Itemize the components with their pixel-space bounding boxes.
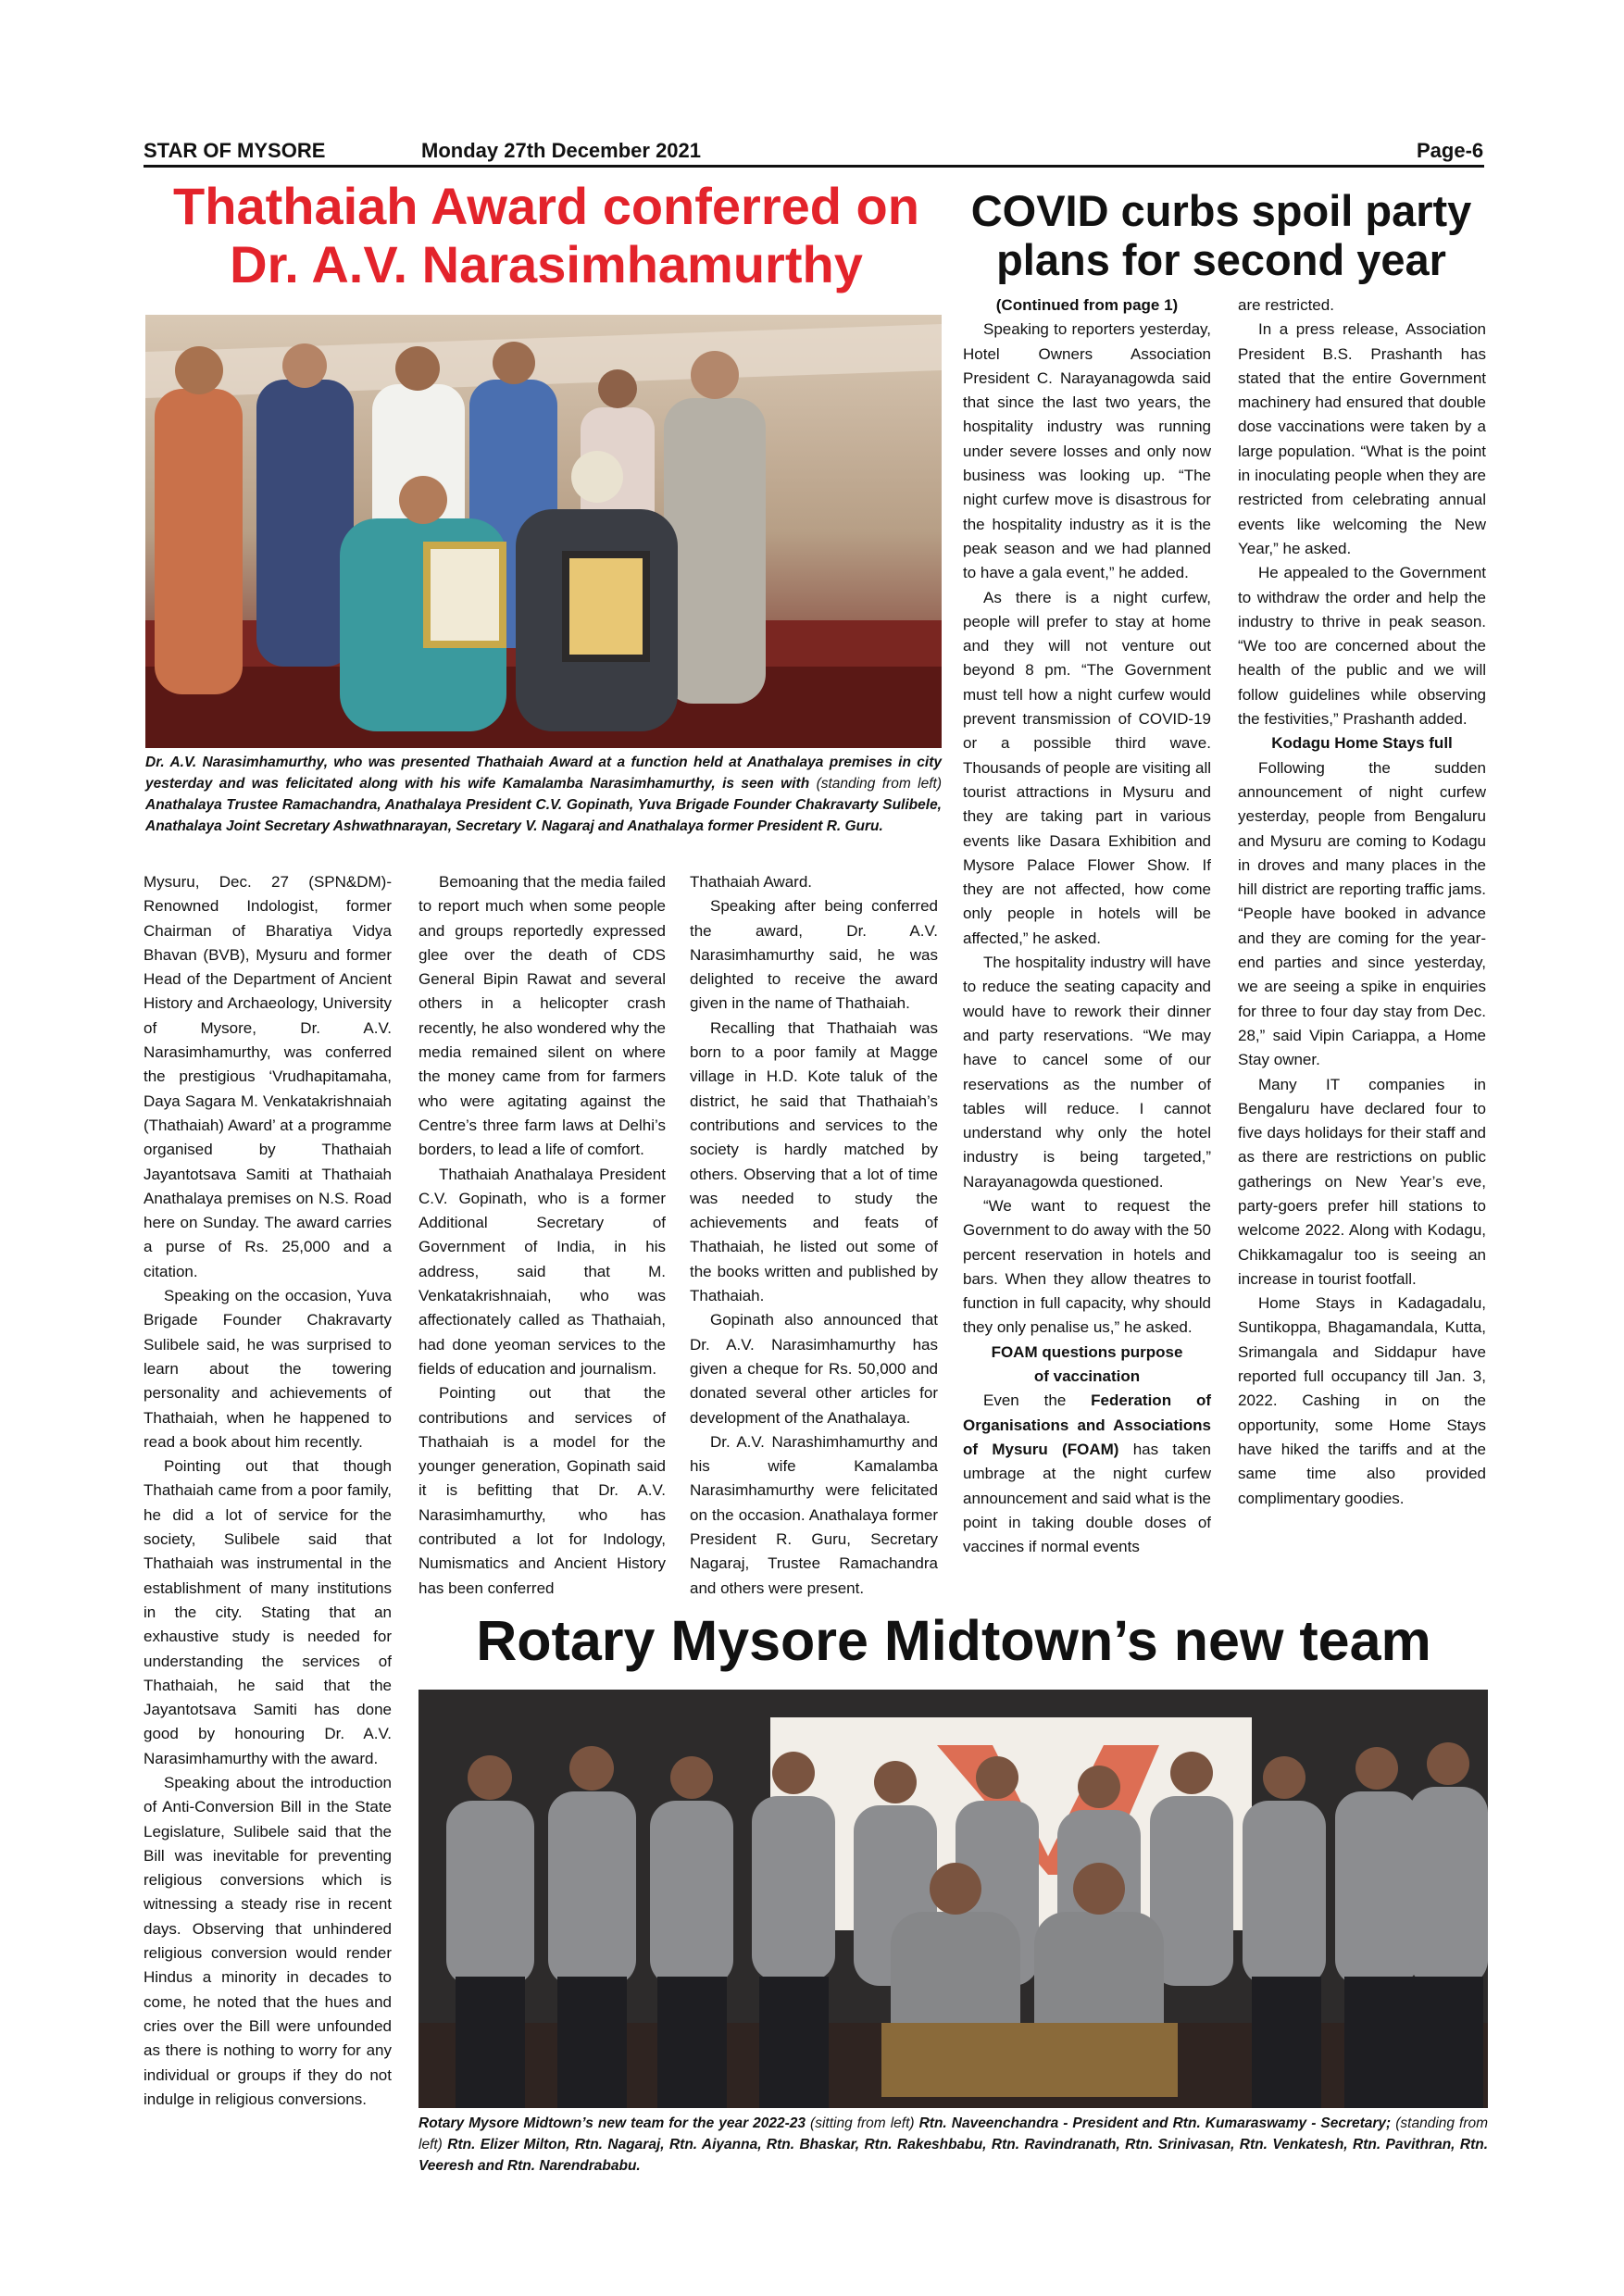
paragraph: The hospitality industry will have to reduce the seating capacity and would have to rework their dinner and party reservations. “We may have to cancel some of our reservations as the number of tables will reduce. I cannot understand why only the hotel industry is being targeted,” Narayanagowda questioned.	[963, 954, 1211, 1191]
paragraph: “We want to request the Government to do away with the 50 percent reservation in hotels and bars. When they allow theatres to function in full capacity, why should they only penalise us,” he asked.	[963, 1196, 1211, 1337]
paragraph: Recalling that Thathaiah was born to a poor family at Magge village in H.D. Kote taluk of the district, he said that Thathaiah’s contributions and services to the society is hardly matched by others. Observing that a lot of time was needed to study the achievements and feats of Thathaiah, he listed out some of the books written and published by Thathaiah.	[690, 1018, 938, 1305]
caption-part1: Dr. A.V. Narasimhamurthy, who was presented Thathaiah Award at a function held at Anathalaya premises in city yesterday and was felicitated along with his wife Kamalamba Narasimhamurthy, is seen with	[145, 755, 942, 792]
rotary-photo-caption	[418, 2113, 1488, 2177]
caption-part3: Anathalaya Trustee Ramachandra, Anathalaya President C.V. Gopinath, Yuva Brigade Founder Chakravarty Sulibele, Anathalaya Joint Secretary Ashwathnarayan, Secretary V. Nagaraj and Anathalaya former President R. Guru.	[145, 797, 942, 834]
award-photo	[145, 315, 942, 748]
story1-headline-line1: Thathaiah Award conferred on	[173, 177, 919, 235]
paragraph: Mysuru, Dec. 27 (SPN&DM)- Renowned Indologist, former Chairman of Bharatiya Vidya Bhavan (BVB), Mysuru and former Head of the Department of Ancient History and Archaeology, University of Mysore, Dr. A.V. Narasimhamurthy, was conferred the prestigious ‘Vrudhapitamaha, Daya Sagara M. Venkatakrishnaiah (Thathaiah) Award’ at a programme organised by Thathaiah Jayantotsava Samiti at Thathaiah Anathalaya premises on N.S. Road here on Sunday. The award carries a purse of Rs. 25,000 and a citation.	[144, 873, 392, 1280]
story1-column-3	[690, 870, 938, 1601]
paragraph: Speaking about the introduction of Anti-Conversion Bill in the State Legislature, Sulibele said that the Bill was inevitable for preventing religious conversions which is witnessing a steady rise in recent days. Observing that unhindered religious conversion would render Hindus a minority in decades to come, he noted that the hues and cries over the Bill were unfounded as there is nothing to worry for any individual or groups if they do not indulge in religious conversions.	[144, 1773, 392, 2108]
paragraph: Many IT companies in Bengaluru have declared four to five days holidays for their staff and as there are restrictions on public gatherings on New Year’s eve, party-goers prefer hill stations to welcome 2022. Along with Kodagu, Chikkamagalur too is seeing an increase in tourist footfall.	[1238, 1075, 1486, 1288]
paragraph: Dr. A.V. Narashimhamurthy and his wife Kamalamba Narasimhamurthy were felicitated on the occasion. Anathalaya former President R. Guru, Secretary Nagaraj, Trustee Ramachandra and others were present.	[690, 1432, 938, 1597]
rotary-caption-part5: Rtn. Elizer Milton, Rtn. Nagaraj, Rtn. Aiyanna, Rtn. Bhaskar, Rtn. Rakeshbabu, Rtn. Ravindranath, Rtn. Srinivasan, Rtn. Venkatesh, Rtn. Pavithran, Rtn. Veeresh and Rtn. Narendrababu.	[418, 2137, 1488, 2174]
story3-headline: Rotary Mysore Midtown’s new team	[476, 1609, 1431, 1672]
paragraph-foam: Even the Federation of Organisations and Associations of Mysuru (FOAM) has taken umbrage at the night curfew announcement and said what is the point in taking double doses of vaccines if normal events	[963, 1391, 1212, 1556]
story1-column-2	[418, 870, 666, 1601]
story2-headline-line1: COVID curbs spoil party	[970, 186, 1472, 235]
issue-date: Monday 27th December 2021	[421, 139, 702, 162]
paragraph: Pointing out that though Thathaiah came from a poor family, he did a lot of service for the society, Sulibele said that Thathaiah was instrumental in the establishment of many institutions in the city. Stating that an exhaustive study is needed for understanding the services of Thathaiah, he said that the Jayantotsava Samiti has done good by honouring Dr. A.V. Narasimhamurthy with the award.	[144, 1457, 392, 1767]
paragraph: Gopinath also announced that Dr. A.V. Narasimhamurthy has given a cheque for Rs. 50,000 and donated several other articles for development of the Anathalaya.	[690, 1311, 938, 1427]
paragraph: are restricted.	[1238, 296, 1334, 314]
story2-headline	[958, 187, 1484, 284]
subhead-foam-line1: FOAM questions purpose	[991, 1342, 1183, 1361]
rotary-caption-part2: (sitting from left)	[810, 2115, 915, 2131]
story2-column-2	[1238, 293, 1486, 1511]
subhead-foam	[963, 1341, 1211, 1390]
paragraph: He appealed to the Government to withdraw the order and help the industry to thrive in peak season. “We too are concerned about the health of the public and we will follow guidelines while observing the festivities,” Prashanth added.	[1238, 564, 1486, 729]
story1-column-1	[144, 870, 392, 2112]
rotary-caption-part3: Rtn. Naveenchandra - President and Rtn. Kumaraswamy - Secretary;	[918, 2115, 1392, 2131]
subhead-foam-line2: of vaccination	[1033, 1367, 1141, 1386]
caption-part2: (standing from left)	[816, 776, 942, 792]
header-rule	[144, 165, 1484, 168]
paragraph: In a press release, Association President B.S. Prashanth has stated that the entire Government machinery had ensured that double dose vaccinations were taken by a large population. “What is the point in inoculating people when they are restricted from celebrating annual events like welcoming the New Year,” he asked.	[1238, 320, 1486, 557]
paragraph: Pointing out that the contributions and services of Thathaiah is a model for the younger generation, Gopinath said it is befitting that Dr. A.V. Narasimhamurthy, who has contributed a lot for Indology, Numismatics and Ancient History has been conferred	[418, 1384, 666, 1597]
paragraph: Speaking after being conferred the award, Dr. A.V. Narasimhamurthy said, he was delighted to receive the award given in the name of Thathaiah.	[690, 897, 938, 1013]
rotary-caption-part4: (standing from left)	[418, 2115, 1489, 2152]
story2-column-1	[963, 293, 1211, 1559]
paragraph: Following the sudden announcement of night curfew yesterday, people from Bengaluru and Mysuru are coming to Kodagu in droves and many places in the hill district are reporting traffic jams. “People have booked in advance and they are coming for the year-end parties and since yesterday, we are seeing a spike in enquiries for three to four day stay from Dec. 28,” said Vipin Cariappa, a Home Stay owner.	[1238, 758, 1486, 1069]
story1-headline-line2: Dr. A.V. Narasimhamurthy	[230, 234, 863, 293]
story2-headline-line2: plans for second year	[996, 234, 1446, 284]
continued-note: (Continued from page 1)	[995, 296, 1179, 314]
story1-headline	[139, 178, 954, 293]
paragraph: Home Stays in Kadagadalu, Suntikoppa, Bhagamandala, Kutta, Srimangala and Siddapur have reported full occupancy till Jan. 3, 2022. Cashing in on the opportunity, some Home Stays have hiked the tariffs and at the same time also provided complimentary goodies.	[1238, 1294, 1486, 1507]
paragraph: Speaking to reporters yesterday, Hotel Owners Association President C. Narayanagowda said that since the last two years, the hospitality industry was running under severe losses and only now business was looking up. “The night curfew move is disastrous for the hospitality industry as it is the peak season and we had planned to have a gala event,” he added.	[963, 320, 1211, 582]
award-photo-illustration	[145, 315, 942, 748]
masthead: STAR OF MYSORE	[144, 139, 326, 162]
subhead-kodagu: Kodagu Home Stays full	[1271, 734, 1453, 753]
rotary-photo	[418, 1690, 1488, 2108]
rotary-caption-part1: Rotary Mysore Midtown’s new team for the year 2022-23	[418, 2115, 806, 2131]
page-number: Page-6	[1417, 139, 1484, 162]
paragraph: As there is a night curfew, people will prefer to stay at home and they will not venture out beyond 8 pm. “The Government must tell how a night curfew would prevent transmission of COVID-19 or a possible third wave. Thousands of people are visiting all tourist attractions in Mysuru and they are taking part in various events like Dasara Exhibition and Mysore Palace Flower Show. If they are not affected, how come only people in hotels will be affected,” he asked.	[963, 588, 1211, 947]
paragraph: Bemoaning that the media failed to report much when some people and groups reportedly expressed glee over the death of CDS General Bipin Rawat and several others in a helicopter crash recently, he also wondered why the media remained silent on where the money came from for farmers who were agitating against the Centre’s three farm laws at Delhi’s borders, to lead a life of comfort.	[418, 873, 666, 1159]
paragraph: Speaking on the occasion, Yuva Brigade Founder Chakravarty Sulibele said, he was surprised to learn about the towering personality and achievements of Thathaiah, when he happened to read a book about him recently.	[144, 1287, 392, 1451]
foam-name: Federation of Organisations and Associations of Mysuru (FOAM)	[963, 1391, 1212, 1458]
rotary-photo-illustration	[418, 1690, 1488, 2108]
paragraph: Thathaiah Award.	[690, 873, 812, 891]
paragraph: Thathaiah Anathalaya President C.V. Gopinath, who is a former Additional Secretary of Government of India, in his address, said that M. Venkatakrishnaiah, who was affectionately called as Thathaiah, had done yeoman services to the fields of education and journalism.	[418, 1165, 666, 1378]
award-photo-caption	[145, 752, 942, 837]
